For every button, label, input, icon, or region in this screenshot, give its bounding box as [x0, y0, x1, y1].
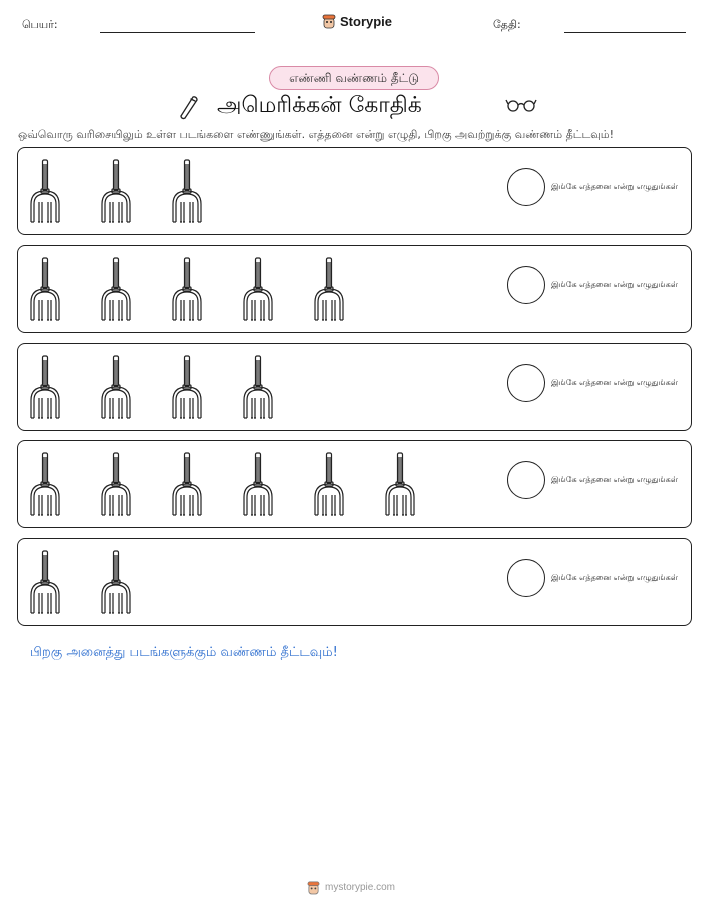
- storypie-mascot-icon: [322, 13, 336, 29]
- instructions: ஒவ்வொரு வரிசையிலும் உள்ள படங்களை எண்ணுங்கள். எத்தனை என்று எழுதி, பிறகு அவற்றுக்கு வண்ணம் தீட்டவும்!: [18, 128, 615, 141]
- glasses-icon: [505, 98, 537, 112]
- closing-note: பிறகு அனைத்து படங்களுக்கும் வண்ணம் தீட்டவும்!: [30, 645, 338, 660]
- answer-circle[interactable]: [507, 364, 545, 402]
- date-field[interactable]: [564, 32, 686, 33]
- storypie-mascot-icon: [307, 880, 320, 895]
- count-row: [17, 538, 692, 626]
- answer-circle[interactable]: [507, 168, 545, 206]
- date-label: தேதி:: [493, 18, 521, 31]
- brand-logo: [322, 13, 392, 29]
- answer-prompt: இங்கே எத்தனை என்று எழுதுங்கள்: [551, 573, 678, 582]
- answer-circle[interactable]: [507, 461, 545, 499]
- pitchfork-icon: [28, 451, 62, 521]
- site-url: mystorypie.com: [325, 882, 396, 893]
- pitchfork-icon: [99, 451, 133, 521]
- pitchfork-icon: [170, 158, 204, 228]
- pitchfork-icon: [28, 256, 62, 326]
- site-footer: [307, 880, 395, 895]
- pitchfork-icon: [99, 158, 133, 228]
- pitchfork-icon: [99, 256, 133, 326]
- count-row: [17, 440, 692, 528]
- pitchfork-icon: [99, 549, 133, 619]
- pitchfork-icon: [28, 549, 62, 619]
- pitchfork-icon: [170, 256, 204, 326]
- answer-circle[interactable]: [507, 559, 545, 597]
- pitchfork-icon: [383, 451, 417, 521]
- answer-prompt: இங்கே எத்தனை என்று எழுதுங்கள்: [551, 182, 678, 191]
- count-row: [17, 343, 692, 431]
- category-badge: எண்ணி வண்ணம் தீட்டு: [269, 66, 439, 90]
- pitchfork-icon: [170, 354, 204, 424]
- name-field[interactable]: [100, 32, 255, 33]
- pitchfork-icon: [241, 256, 275, 326]
- pitchfork-icon: [241, 354, 275, 424]
- answer-prompt: இங்கே எத்தனை என்று எழுதுங்கள்: [551, 475, 678, 484]
- pitchfork-icon: [28, 354, 62, 424]
- pitchfork-icon: [170, 451, 204, 521]
- answer-circle[interactable]: [507, 266, 545, 304]
- pitchfork-icon: [28, 158, 62, 228]
- count-row: [17, 245, 692, 333]
- pitchfork-icon: [312, 256, 346, 326]
- pitchfork-icon: [312, 451, 346, 521]
- answer-prompt: இங்கே எத்தனை என்று எழுதுங்கள்: [551, 378, 678, 387]
- brand-name: Storypie: [340, 13, 393, 29]
- count-row: [17, 147, 692, 235]
- pitchfork-icon: [241, 451, 275, 521]
- answer-prompt: இங்கே எத்தனை என்று எழுதுங்கள்: [551, 280, 678, 289]
- pitchfork-icon: [99, 354, 133, 424]
- page-title: அமெரிக்கன் கோதிக்: [217, 93, 422, 118]
- name-label: பெயர்:: [22, 18, 58, 31]
